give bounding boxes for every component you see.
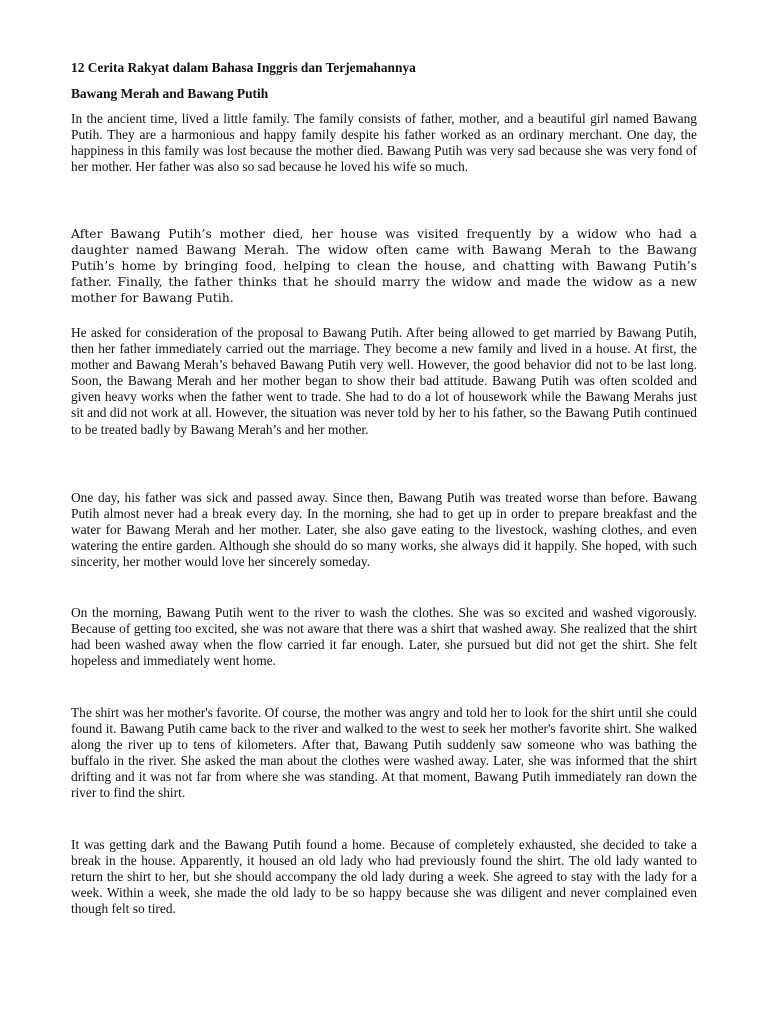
- paragraph-6: The shirt was her mother's favorite. Of course, the mother was angry and told her to look for the shirt until she could found it. Bawang Putih came back to the river and walked to the west to seek her mother's favorite shirt. She walked along the river up to tens of kilometers. After that, Bawang Putih suddenly saw someone who was bathing the buffalo in the river. She asked the man about the clothes were washed away. Later, she was informed that the shirt drifting and it was not far from where she was standing. At that moment, Bawang Putih immediately ran down the river to find the shirt.: [71, 705, 697, 801]
- paragraph-7: It was getting dark and the Bawang Putih found a home. Because of completely exhausted, she decided to take a break in the house. Apparently, it housed an old lady who had previously found the shirt. The old lady wanted to return the shirt to her, but she should accompany the old lady during a week. She agreed to stay with the lady for a week. Within a week, she made the old lady to be so happy because she was diligent and never complained even though felt so tired.: [71, 837, 697, 917]
- paragraph-1: In the ancient time, lived a little family. The family consists of father, mother, and a beautiful girl named Bawang Putih. They are a harmonious and happy family despite his father worked as an ordinary merchant. One day, the happiness in this family was lost because the mother died. Bawang Putih was very sad because she was very fond of her mother. Her father was also so sad because he loved his wife so much.: [71, 111, 697, 175]
- paragraph-3: He asked for consideration of the proposal to Bawang Putih. After being allowed to get married by Bawang Putih, then her father immediately carried out the marriage. They become a new family and lived in a house. At first, the mother and Bawang Merah’s behaved Bawang Putih very well. However, the good behavior did not to be last long. Soon, the Bawang Merah and her mother began to show their bad attitude. Bawang Putih was often scolded and given heavy works when the father went to trade. She had to do a lot of housework while the Bawang Merahs just sit and did not work at all. However, the situation was never told by her to his father, so the Bawang Putih continued to be treated badly by Bawang Merah’s and her mother.: [71, 325, 697, 437]
- story-title: Bawang Merah and Bawang Putih: [71, 86, 269, 101]
- paragraph-5: On the morning, Bawang Putih went to the river to wash the clothes. She was so excited and washed vigorously. Because of getting too excited, she was not aware that there was a shirt that washed away. She realized that the shirt had been washed away when the flow carried it far enough. Later, she pursued but did not get the shirt. She felt hopeless and immediately went home.: [71, 605, 697, 669]
- paragraph-2: After Bawang Putih’s mother died, her house was visited frequently by a widow who had a daughter named Bawang Merah. The widow often came with Bawang Merah to the Bawang Putih’s home by bringing food, helping to clean the house, and chatting with Bawang Putih’s father. Finally, the father thinks that he should marry the widow and made the widow as a new mother for Bawang Putih.: [71, 227, 697, 306]
- document-title: 12 Cerita Rakyat dalam Bahasa Inggris dan Terjemahannya: [71, 60, 416, 75]
- paragraph-4: One day, his father was sick and passed away. Since then, Bawang Putih was treated worse than before. Bawang Putih almost never had a break every day. In the morning, she had to get up in order to prepare breakfast and the water for Bawang Merah and her mother. Later, she also gave eating to the livestock, washing clothes, and even watering the entire garden. Although she should do so many works, she always did it happily. She hoped, with such sincerity, her mother would love her sincerely someday.: [71, 490, 697, 570]
